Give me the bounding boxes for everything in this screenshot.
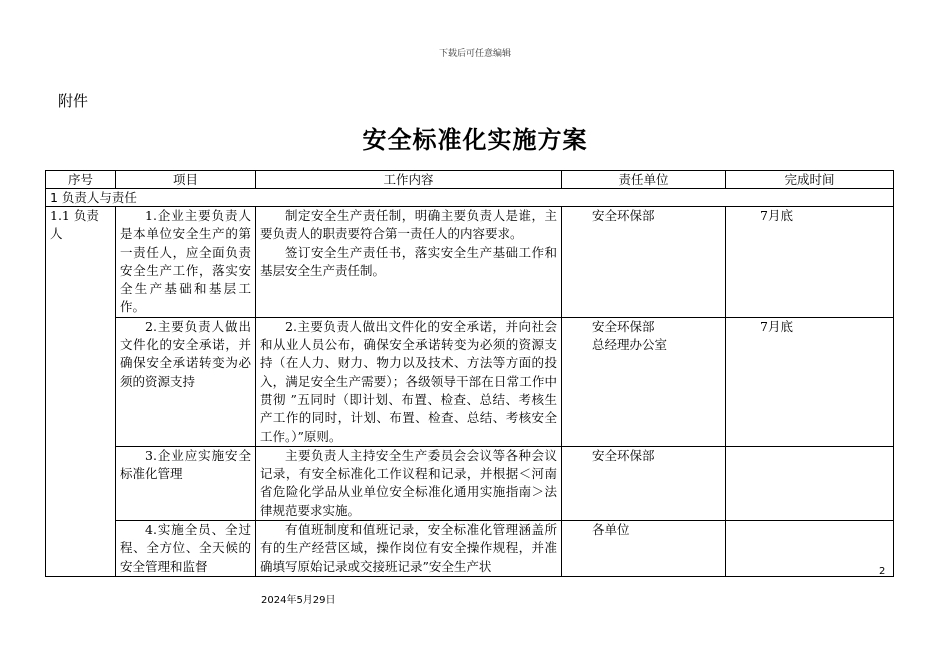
row-time: 7月底	[726, 207, 894, 318]
implementation-plan-table	[45, 170, 894, 577]
row-item: 2.主要负责人做出文件化的安全承诺，并确保安全承诺转变为必须的资源支持	[116, 317, 256, 446]
row-item: 3.企业应实施安全标准化管理	[116, 446, 256, 520]
row-content	[256, 521, 562, 577]
table-row	[46, 317, 894, 446]
row-unit	[562, 521, 726, 577]
unit-line: 安全环保部	[592, 447, 655, 463]
unit-line: 总经理办公室	[592, 337, 668, 353]
content-paragraph: 有值班制度和值班记录，安全标准化管理涵盖所有的生产经营区域，操作岗位有安全操作规程，并准确填写原始记录或交接班记录”安全生产状	[260, 522, 557, 574]
row-unit	[562, 317, 726, 446]
section-row	[46, 189, 894, 207]
row-time	[726, 446, 894, 520]
column-header-content: 工作内容	[256, 171, 562, 189]
row-unit	[562, 207, 726, 318]
column-header-unit: 责任单位	[562, 171, 726, 189]
content-paragraph: 2.主要负责人做出文件化的安全承诺，并向社会和从业人员公布，确保安全承诺转变为必须的资源支持（在人力、财力、物力以及技术、方法等方面的投入，满足安全生产需要）；各级领导干部在日常工作中贯彻 ”五同时（即计划、布置、检查、总结、考核生产工作的同时，计划、布置、检查、总结、考核安全工作。）”原则。	[260, 318, 557, 444]
row-content	[256, 446, 562, 520]
row-item: 4.实施全员、全过程、全方位、全天候的安全管理和监督	[116, 521, 256, 577]
column-header-no: 序号	[46, 171, 116, 189]
table-row	[46, 521, 894, 577]
table-row	[46, 446, 894, 520]
section-title: 1 负责人与责任	[46, 189, 894, 207]
row-unit	[562, 446, 726, 520]
row-time	[726, 521, 894, 577]
unit-line: 安全环保部	[592, 208, 655, 223]
unit-line: 安全环保部	[592, 318, 655, 334]
page-number: 2	[879, 566, 886, 577]
content-paragraph: 制定安全生产责任制，明确主要负责人是谁，主要负责人的职责要符合第一责任人的内容要求。	[260, 208, 557, 242]
group-number: 1.1 负责人	[46, 207, 116, 577]
column-header-time: 完成时间	[726, 171, 894, 189]
content-paragraph: 签订安全生产责任书，落实安全生产基础工作和基层安全生产责任制。	[260, 244, 557, 278]
document-title: 安全标准化实施方案	[362, 126, 588, 154]
content-paragraph: 主要负责人主持安全生产委员会会议等各种会议记录，有安全标准化工作议程和记录，并根据＜河南省危险化学品从业单位安全标准化通用实施指南＞法律规范要求实施。	[260, 447, 557, 518]
attachment-label: 附件	[58, 92, 89, 110]
unit-line: 各单位	[592, 522, 630, 538]
row-content	[256, 207, 562, 318]
row-content	[256, 317, 562, 446]
row-time: 7月底	[726, 317, 894, 446]
row-item: 1.企业主要负责人是本单位安全生产的第一责任人，应全面负责安全生产工作，落实安全生产基础和基层工作。	[116, 207, 256, 318]
table-row	[46, 207, 894, 318]
footer-date: 2024年5月29日	[261, 595, 336, 606]
table-header-row	[46, 171, 894, 189]
column-header-item: 项目	[116, 171, 256, 189]
page-header-note: 下载后可任意编辑	[438, 49, 511, 59]
